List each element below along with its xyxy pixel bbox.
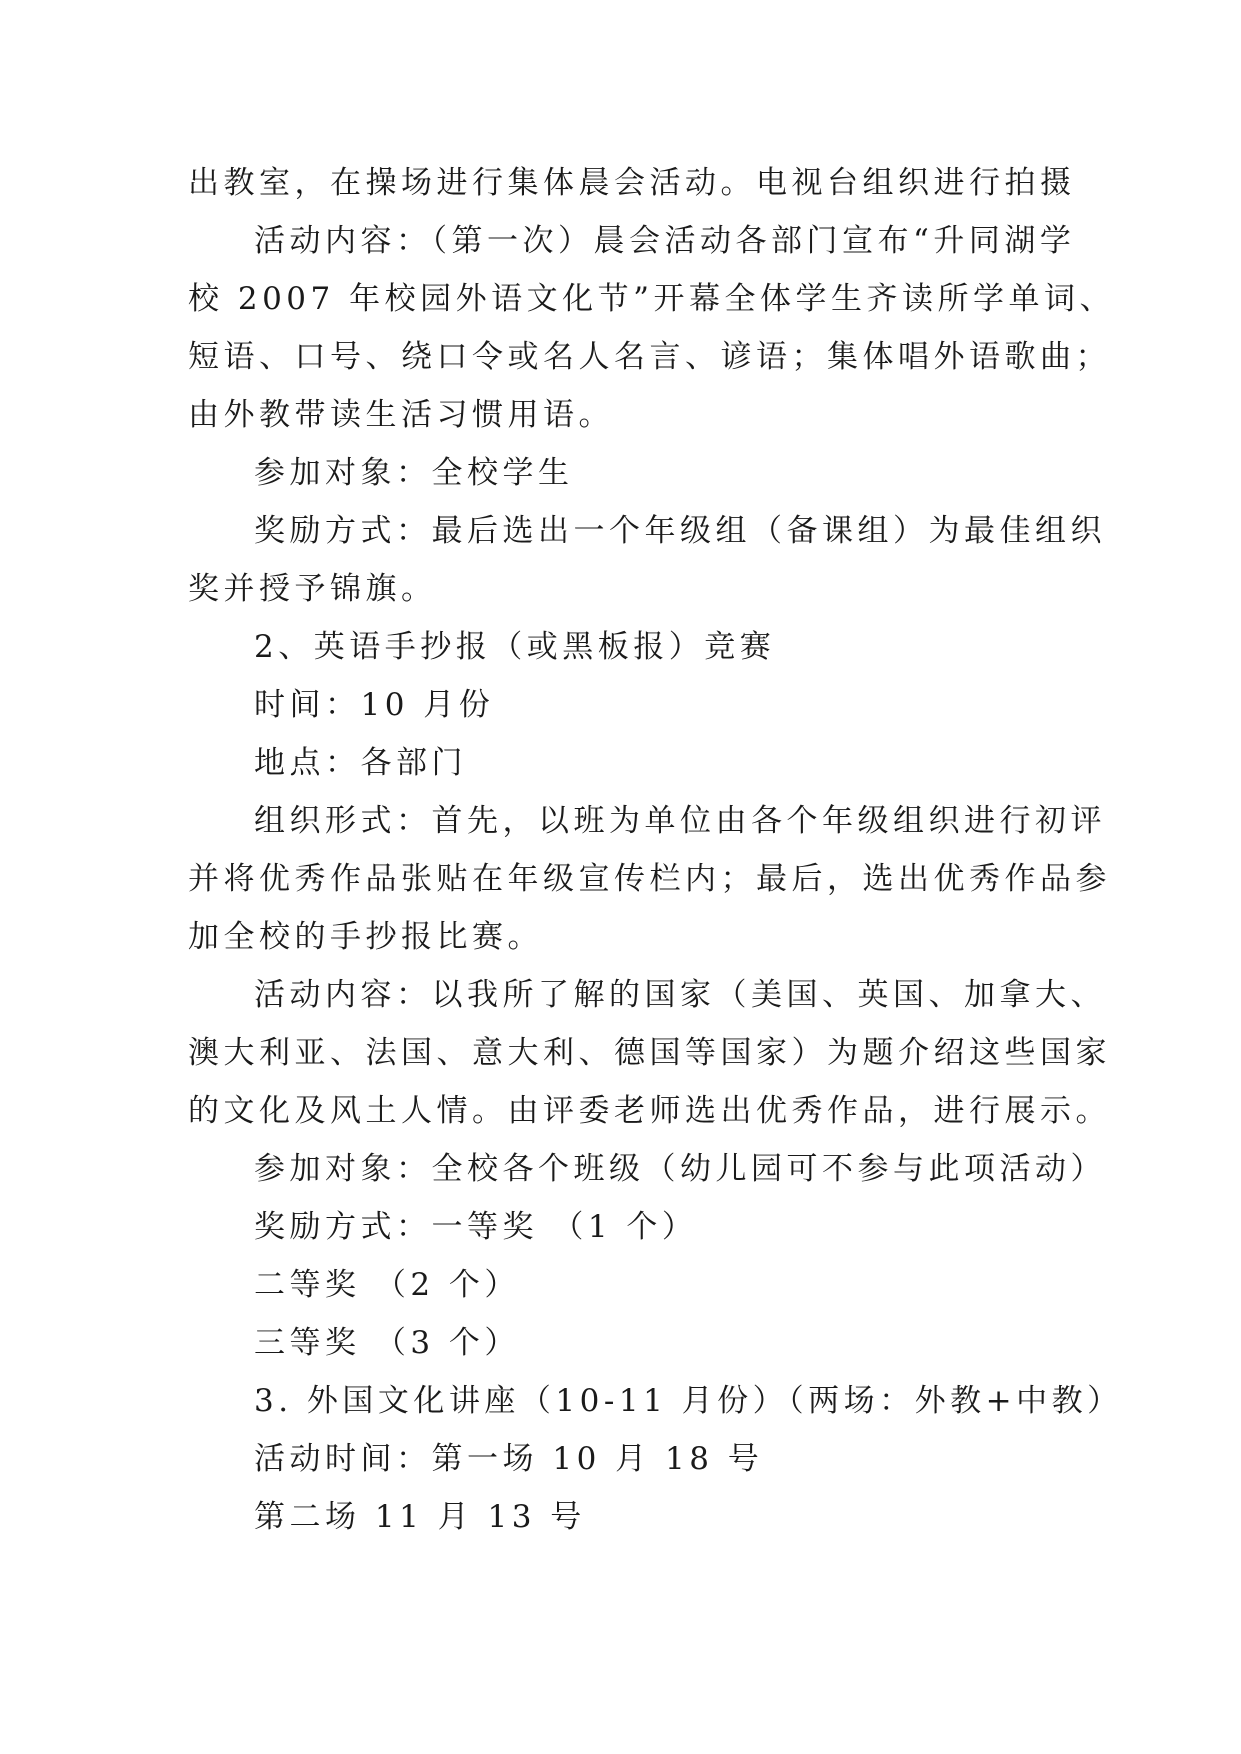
- text-line: 的文化及风土人情。由评委老师选出优秀作品，进行展示。: [188, 1093, 1111, 1129]
- section-heading: 3. 外国文化讲座（10-11 月份）（两场：外教+中教）: [254, 1383, 1123, 1419]
- text-line: 活动时间：第一场 10 月 18 号: [254, 1441, 764, 1477]
- text-line: 三等奖 （3 个）: [254, 1325, 520, 1361]
- text-line: 由外教带读生活习惯用语。: [188, 397, 614, 433]
- text-line: 活动内容：以我所了解的国家（美国、英国、加拿大、: [254, 977, 1106, 1013]
- text-line: 地点：各部门: [254, 745, 467, 781]
- text-line: 澳大利亚、法国、意大利、德国等国家）为题介绍这些国家: [188, 1035, 1111, 1071]
- text-line: 组织形式：首先，以班为单位由各个年级组织进行初评: [254, 803, 1106, 839]
- text-line: 活动内容：（第一次）晨会活动各部门宣布“升同湖学: [254, 223, 1076, 259]
- text-line: 参加对象：全校学生: [254, 455, 574, 491]
- text-line: 第二场 11 月 13 号: [254, 1499, 586, 1535]
- text-line: 加全校的手抄报比赛。: [188, 919, 543, 955]
- text-line: 短语、口号、绕口令或名人名言、谚语；集体唱外语歌曲；: [188, 339, 1111, 375]
- text-line: 时间：10 月份: [254, 687, 495, 723]
- text-line: 奖并授予锦旗。: [188, 571, 437, 607]
- text-line: 并将优秀作品张贴在年级宣传栏内；最后，选出优秀作品参: [188, 861, 1111, 897]
- text-line: 校 2007 年校园外语文化节”开幕全体学生齐读所学单词、: [188, 281, 1115, 317]
- text-line: 参加对象：全校各个班级（幼儿园可不参与此项活动）: [254, 1151, 1106, 1187]
- section-heading: 2、英语手抄报（或黑板报）竞赛: [254, 629, 776, 665]
- text-line: 奖励方式：最后选出一个年级组（备课组）为最佳组织: [254, 513, 1106, 549]
- text-line: 奖励方式：一等奖 （1 个）: [254, 1209, 698, 1245]
- text-line: 二等奖 （2 个）: [254, 1267, 520, 1303]
- text-line: 出教室，在操场进行集体晨会活动。电视台组织进行拍摄: [188, 165, 1076, 201]
